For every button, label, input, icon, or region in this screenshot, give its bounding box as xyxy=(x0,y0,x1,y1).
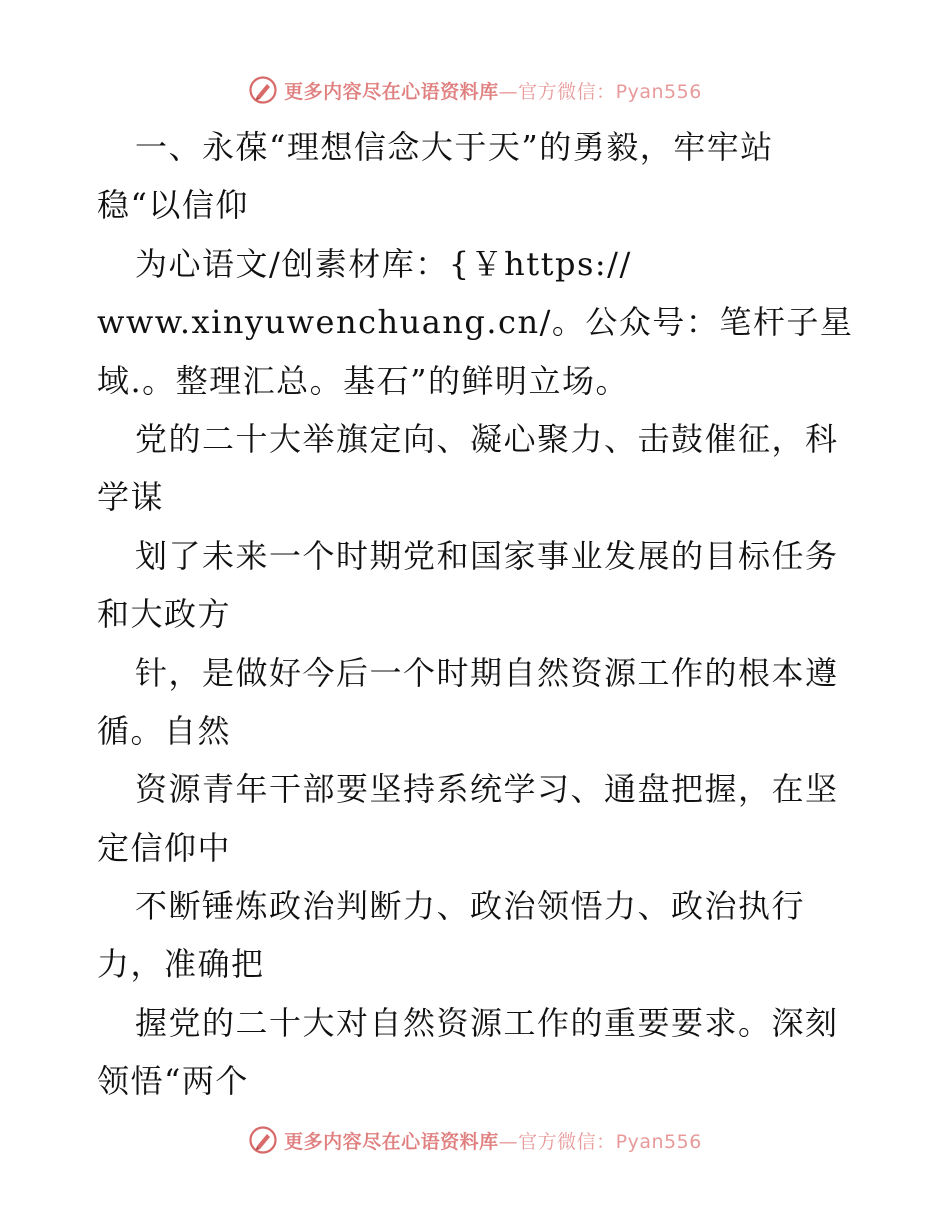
body-line: 资源青年干部要坚持系统学习、通盘把握，在坚 xyxy=(135,770,839,809)
body-line: 握党的二十大对自然资源工作的重要要求。深刻 xyxy=(135,1003,839,1042)
body-line: 一、永葆“理想信念大于天”的勇毅，牢牢站 xyxy=(135,128,774,166)
body-line: 和大政方 xyxy=(97,595,232,634)
body-line: 稳“以信仰 xyxy=(97,186,249,225)
body-line: 循。自然 xyxy=(97,711,232,750)
body-line: 为心语文/创素材库：{￥https:// xyxy=(135,244,632,283)
body-line: 定信仰中 xyxy=(97,828,232,867)
header-contact-text: —官方微信：Pyan556 xyxy=(498,80,702,103)
footer-watermark-text xyxy=(284,1127,702,1154)
footer-contact-text: —官方微信：Pyan556 xyxy=(498,1130,702,1153)
footer-watermark-banner xyxy=(0,1120,950,1160)
body-line: 党的二十大举旗定向、凝心聚力、击鼓催征，科 xyxy=(135,419,839,458)
body-line: 力，准确把 xyxy=(97,945,265,984)
footer-promo-text: 更多内容尽在心语资料库 xyxy=(284,1130,499,1153)
header-watermark-text xyxy=(284,77,702,104)
body-line: 领悟“两个 xyxy=(97,1062,249,1101)
header-promo-text: 更多内容尽在心语资料库 xyxy=(284,80,499,103)
body-line: 针，是做好今后一个时期自然资源工作的根本遵 xyxy=(135,653,839,692)
body-line: 域.。整理汇总。基石”的鲜明立场。 xyxy=(97,361,630,400)
header-watermark-banner xyxy=(0,70,950,110)
body-line: 划了未来一个时期党和国家事业发展的目标任务 xyxy=(135,536,839,575)
document-body xyxy=(97,118,867,1111)
body-line: 不断锤炼政治判断力、政治领悟力、政治执行 xyxy=(135,887,806,926)
pen-logo-icon xyxy=(248,75,278,105)
body-line: www.xinyuwenchuang.cn/。公众号：笔杆子星 xyxy=(97,303,854,342)
pen-logo-icon xyxy=(248,1125,278,1155)
body-line: 学谋 xyxy=(97,478,165,517)
